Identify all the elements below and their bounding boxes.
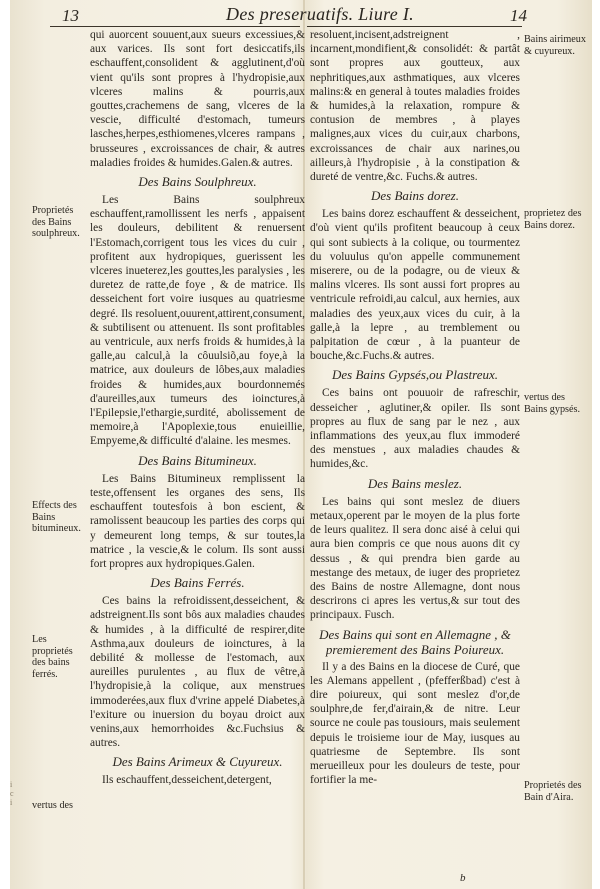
heading-meslez: Des Bains meslez.	[367, 475, 463, 491]
heading-allemagne: Des Bains qui sont en Allemagne , & premierement des Bains Poiureux.	[319, 626, 511, 657]
left-column	[90, 28, 305, 791]
heading-soulphreux: Des Bains Soulphreux.	[138, 174, 257, 190]
paragraph-arimeux: Ils eschauffent,desseichent,detergent,	[102, 774, 272, 787]
margin-note-soulphreux: Proprietés des Bains soulphreux.	[32, 205, 80, 240]
edge-marks: i c i	[10, 780, 14, 807]
margin-note-bitumineux: Effects des Bains bitumineux.	[32, 500, 81, 535]
header-rule-right	[307, 26, 522, 27]
page-number-left: 13	[62, 6, 79, 25]
right-column	[310, 28, 520, 790]
margin-note-gypses: vertus des Bains gypsés.	[524, 392, 581, 415]
heading-arimeux: Des Bains Arimeux & Cuyureux.	[112, 754, 283, 770]
margin-note-airimeux: Bains airimeux & cuyureux.	[524, 34, 586, 57]
book-page	[10, 0, 592, 889]
catchword: b	[460, 872, 466, 884]
paragraph-gypses: Ces bains ont pouuoir de rafreschir, desseicher , aglutiner,& opiler. Ils sont propres au flux de sang par le nez , aux inflammations des yeux,au flux immoderé des menstues , aux maladies chaudes & humides,&c.	[310, 387, 520, 471]
heading-ferres: Des Bains Ferrés.	[150, 575, 245, 591]
paragraph-soulphreux: Les Bains soulphreux eschauffent,ramollissent les nerfs , appaisent les douleurs, debilitent & renuersent l'Estomach,corrigent tous les vices du cuir , profitent aux hydropiques, guerissent les vlceres inueterez,les gouttes,les paralysies , les duretez de ratte,de foye , & de matrice. Ils desseichent fort voire iusques au quatriesme degré. Ils resoluent,ouurent,attirent,consument, & subtilisent ou attenuent. Ils sont profitables au ventricule, aux nerfs froids & humides,à la galle,au calcul,à la côuulsiõ,au foye,à la matrice, aux douleurs de lôbes,aux maladies froides & humides,aux bourdonnemés d'aureilles,aux tumeurs des ioinctures,à l'Epilepsie,l'ethargie,surdité, abolissement de memoire,à l'Apoplexie,tous enuieillie, Empyeme,& difficulté d'alaine. les mesmes.	[90, 194, 305, 448]
heading-bitumineux: Des Bains Bitumineux.	[138, 452, 257, 468]
running-title: Des preseruatifs. Liure I.	[226, 4, 414, 24]
paragraph-bitumineux: Les Bains Bitumineux remplissent la teste,offensent les organes des sens, Ils eschauffent toutesfois à bon escient, & ramolissent beaucoup les parties des corps qui y demeurent long temps, & sur toutes,la matrice , la vescie,& le colum. Ils sont aussi fort propres aux hydropiques.Galen.	[90, 472, 305, 570]
header-rule-left	[50, 26, 300, 27]
margin-note-vertus-left: vertus des	[32, 800, 74, 811]
margin-note-dorez: proprietez des Bains dorez.	[524, 208, 582, 231]
margin-note-ferres: Les proprietés des bains ferrés.	[32, 634, 73, 680]
paragraph-allemagne: Il y a des Bains en la diocese de Curé, que les Alemans appellent , (pfefferßbad) c'est à dire poiureux, qui sont meslez d'or,de soulphre,de fer,d'airain,& de nitre. Leur source ne coule pas tousiours, mais seulement depuis le troisieme iour de May, iusques au quatriesme de Septembre. Ils sont merueilleux pour les douleurs de teste, pour fortifier la me-	[310, 660, 520, 787]
paragraph-dorez: Les bains dorez eschauffent & desseichent, d'où vient qu'ils profitent beaucoup à ceux qui sont subiects à la colique, ou tourmentez du voluulus qu'on appelle communement miserere, ou de la podagre, ou de vieux & malins vlceres. Ils sont aussi fort propres au ventricule refroidi,au calcul, aux hernies, aux maladies des yeux,aux vices du cuir, à la galle,à la lepre , au tremblement ou palpitation de cœur , à la puanteur de bouche,&c.Fuchs.& autres.	[310, 208, 520, 363]
paragraph-intro-right: resoluent,incisent,adstreignent , incarnent,mondifient,& consolidét: & partât sont propres aux goutteux, aux nephritiques,aux asthmatiques, aux vlceres malins:& en general à toutes maladies froides & humides,à la relaxation, rompure & contusion de membres , à playes malignes,aux vices du cuir,aux charbons, excroissances de chair aux narines,ou ailleurs,à l'hydropisie , à la constipation & dureté de ventre,&c. Fuchs.& autres.	[310, 29, 520, 184]
paragraph-intro-left: qui auorcent souuent,aux sueurs excessiues,& aux varices. Ils sont fort desiccatifs,ils eschauffent,consolident & agglutinent,d'où vient qu'ils sont propres à l'hydropisie,aux vlceres malins & pourris,aux gouttes,crachemens de sang, vlceres de la vescie, difficulté d'estomach, tumeurs lasches,herpes,esthiomenes,vlceres rampans , brusseures , excroissances de chair, & autres maladies froides & humides.Galen.& autres.	[90, 29, 305, 169]
paragraph-ferres: Ces bains la refroidissent,desseichent, & adstreignent.Ils sont bôs aux maladies chaudes & humides , à la difficulté de respirer,dite Asthma,aux douleurs de ioinctures, à la debilité & mollesse de l'estomach, aux aureilles purulentes , au flux de vêtre,à l'hydropisie,à la colique, aux menstrues immoderées,aux flux d'vrine appelé Diabetes,à l'exiture ou inuersion du boyau droict aux venins,aux hemorrhoides &c.Fuchsius & autres.	[90, 595, 305, 750]
paragraph-meslez: Les bains qui sont meslez de diuers metaux,operent par le moyen de la plus forte de leurs qualitez. Il sera donc aisé à celui qui aura bien compris ce que nous auons dit cy dessus , & qui prendra bien garde au mestange des metaux, de iuger des proprietez des Bains de nostre Allemagne, dont nous descrirons ci apres les vertus,& sur tout des principaux. Fusch.	[310, 495, 520, 622]
page-number-right: 14	[510, 6, 527, 25]
margin-note-aira: Proprietés des Bain d'Aira.	[524, 780, 582, 803]
heading-gypses: Des Bains Gypsés,ou Plastreux.	[332, 367, 498, 383]
heading-dorez: Des Bains dorez.	[371, 188, 459, 204]
